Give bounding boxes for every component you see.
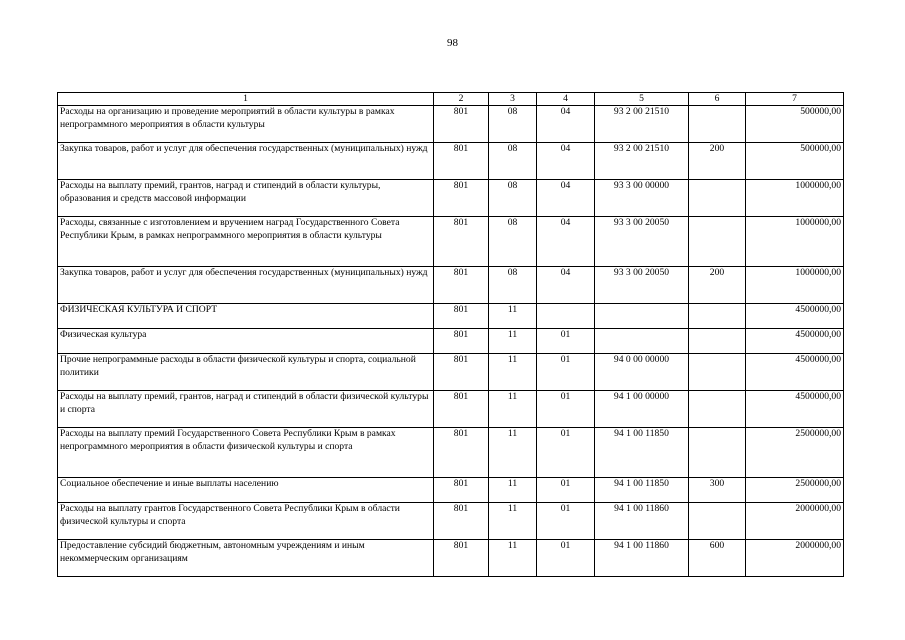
cell-amount: 4500000,00 <box>746 304 844 329</box>
cell-section: 11 <box>489 304 537 329</box>
cell-expense-type <box>689 180 746 217</box>
table-row <box>58 267 844 304</box>
cell-grbs: 801 <box>434 180 489 217</box>
cell-section: 11 <box>489 478 537 503</box>
cell-expense-type: 300 <box>689 478 746 503</box>
cell-amount: 1000000,00 <box>746 180 844 217</box>
table-row <box>58 180 844 217</box>
header-cell-3: 3 <box>489 93 537 106</box>
table-body <box>58 106 844 577</box>
cell-expense-type <box>689 428 746 478</box>
table-row <box>58 217 844 267</box>
cell-grbs: 801 <box>434 329 489 354</box>
cell-amount: 4500000,00 <box>746 329 844 354</box>
cell-target-article: 94 1 00 11860 <box>595 503 689 540</box>
cell-target-article <box>595 304 689 329</box>
cell-amount: 2000000,00 <box>746 503 844 540</box>
table-row <box>58 106 844 143</box>
cell-expense-type: 200 <box>689 143 746 180</box>
table-row <box>58 329 844 354</box>
cell-grbs: 801 <box>434 217 489 267</box>
cell-grbs: 801 <box>434 391 489 428</box>
table-row <box>58 478 844 503</box>
cell-grbs: 801 <box>434 143 489 180</box>
cell-subsection: 01 <box>537 540 595 577</box>
cell-target-article: 93 2 00 21510 <box>595 106 689 143</box>
cell-expense-type <box>689 354 746 391</box>
cell-target-article: 94 1 00 00000 <box>595 391 689 428</box>
cell-expense-type <box>689 391 746 428</box>
cell-description: Социальное обеспечение и иные выплаты населению <box>58 478 434 503</box>
cell-section: 08 <box>489 180 537 217</box>
header-cell-6: 6 <box>689 93 746 106</box>
cell-target-article: 94 1 00 11850 <box>595 428 689 478</box>
table-header-row <box>58 93 844 106</box>
cell-expense-type <box>689 304 746 329</box>
cell-description: Расходы на выплату премий, грантов, наград и стипендий в области культуры, образования и средств массовой информации <box>58 180 434 217</box>
cell-subsection: 01 <box>537 428 595 478</box>
cell-expense-type: 600 <box>689 540 746 577</box>
header-cell-7: 7 <box>746 93 844 106</box>
cell-subsection: 04 <box>537 267 595 304</box>
table-row <box>58 391 844 428</box>
cell-section: 11 <box>489 540 537 577</box>
table-row <box>58 428 844 478</box>
header-cell-5: 5 <box>595 93 689 106</box>
cell-description: Предоставление субсидий бюджетным, автономным учреждениям и иным некоммерческим организациям <box>58 540 434 577</box>
cell-expense-type <box>689 106 746 143</box>
cell-grbs: 801 <box>434 267 489 304</box>
table-row <box>58 354 844 391</box>
cell-section: 11 <box>489 329 537 354</box>
cell-amount: 500000,00 <box>746 106 844 143</box>
table-row <box>58 304 844 329</box>
cell-subsection: 04 <box>537 143 595 180</box>
cell-subsection: 04 <box>537 180 595 217</box>
cell-expense-type <box>689 329 746 354</box>
cell-description: Расходы на организацию и проведение мероприятий в области культуры в рамках непрограммного мероприятия в области культуры <box>58 106 434 143</box>
cell-target-article: 94 1 00 11850 <box>595 478 689 503</box>
cell-section: 11 <box>489 354 537 391</box>
cell-subsection <box>537 304 595 329</box>
cell-description: Прочие непрограммные расходы в области физической культуры и спорта, социальной политики <box>58 354 434 391</box>
cell-section: 08 <box>489 217 537 267</box>
cell-section: 08 <box>489 143 537 180</box>
cell-target-article: 93 3 00 20050 <box>595 267 689 304</box>
cell-target-article: 93 2 00 21510 <box>595 143 689 180</box>
cell-section: 11 <box>489 428 537 478</box>
cell-grbs: 801 <box>434 478 489 503</box>
page-number: 98 <box>447 37 458 49</box>
cell-description: ФИЗИЧЕСКАЯ КУЛЬТУРА И СПОРТ <box>58 304 434 329</box>
cell-expense-type <box>689 503 746 540</box>
table-row <box>58 540 844 577</box>
cell-amount: 2000000,00 <box>746 540 844 577</box>
cell-grbs: 801 <box>434 540 489 577</box>
cell-subsection: 01 <box>537 391 595 428</box>
cell-target-article: 94 0 00 00000 <box>595 354 689 391</box>
cell-section: 08 <box>489 106 537 143</box>
cell-subsection: 01 <box>537 329 595 354</box>
cell-description: Расходы на выплату грантов Государственного Совета Республики Крым в области физической культуры и спорта <box>58 503 434 540</box>
header-cell-2: 2 <box>434 93 489 106</box>
cell-description: Закупка товаров, работ и услуг для обеспечения государственных (муниципальных) нужд <box>58 267 434 304</box>
cell-grbs: 801 <box>434 106 489 143</box>
cell-description: Расходы, связанные с изготовлением и вручением наград Государственного Совета Республики Крым, в рамках непрограммного мероприятия в области культуры <box>58 217 434 267</box>
cell-grbs: 801 <box>434 354 489 391</box>
cell-amount: 1000000,00 <box>746 217 844 267</box>
cell-target-article <box>595 329 689 354</box>
cell-section: 11 <box>489 503 537 540</box>
header-cell-4: 4 <box>537 93 595 106</box>
cell-description: Расходы на выплату премий Государственного Совета Республики Крым в рамках непрограммного мероприятия в области физической культуры и спорта <box>58 428 434 478</box>
cell-section: 08 <box>489 267 537 304</box>
cell-description: Закупка товаров, работ и услуг для обеспечения государственных (муниципальных) нужд <box>58 143 434 180</box>
cell-description: Физическая культура <box>58 329 434 354</box>
cell-grbs: 801 <box>434 428 489 478</box>
cell-amount: 2500000,00 <box>746 478 844 503</box>
cell-amount: 1000000,00 <box>746 267 844 304</box>
cell-target-article: 93 3 00 20050 <box>595 217 689 267</box>
cell-amount: 4500000,00 <box>746 354 844 391</box>
cell-expense-type: 200 <box>689 267 746 304</box>
cell-amount: 500000,00 <box>746 143 844 180</box>
budget-table <box>57 92 844 577</box>
cell-subsection: 01 <box>537 354 595 391</box>
cell-grbs: 801 <box>434 503 489 540</box>
table-row <box>58 503 844 540</box>
header-cell-1: 1 <box>58 93 434 106</box>
cell-subsection: 01 <box>537 503 595 540</box>
cell-amount: 4500000,00 <box>746 391 844 428</box>
cell-section: 11 <box>489 391 537 428</box>
cell-target-article: 94 1 00 11860 <box>595 540 689 577</box>
cell-expense-type <box>689 217 746 267</box>
cell-subsection: 04 <box>537 217 595 267</box>
cell-description: Расходы на выплату премий, грантов, наград и стипендий в области физической культуры и спорта <box>58 391 434 428</box>
cell-amount: 2500000,00 <box>746 428 844 478</box>
cell-subsection: 04 <box>537 106 595 143</box>
cell-grbs: 801 <box>434 304 489 329</box>
cell-target-article: 93 3 00 00000 <box>595 180 689 217</box>
cell-subsection: 01 <box>537 478 595 503</box>
table-row <box>58 143 844 180</box>
